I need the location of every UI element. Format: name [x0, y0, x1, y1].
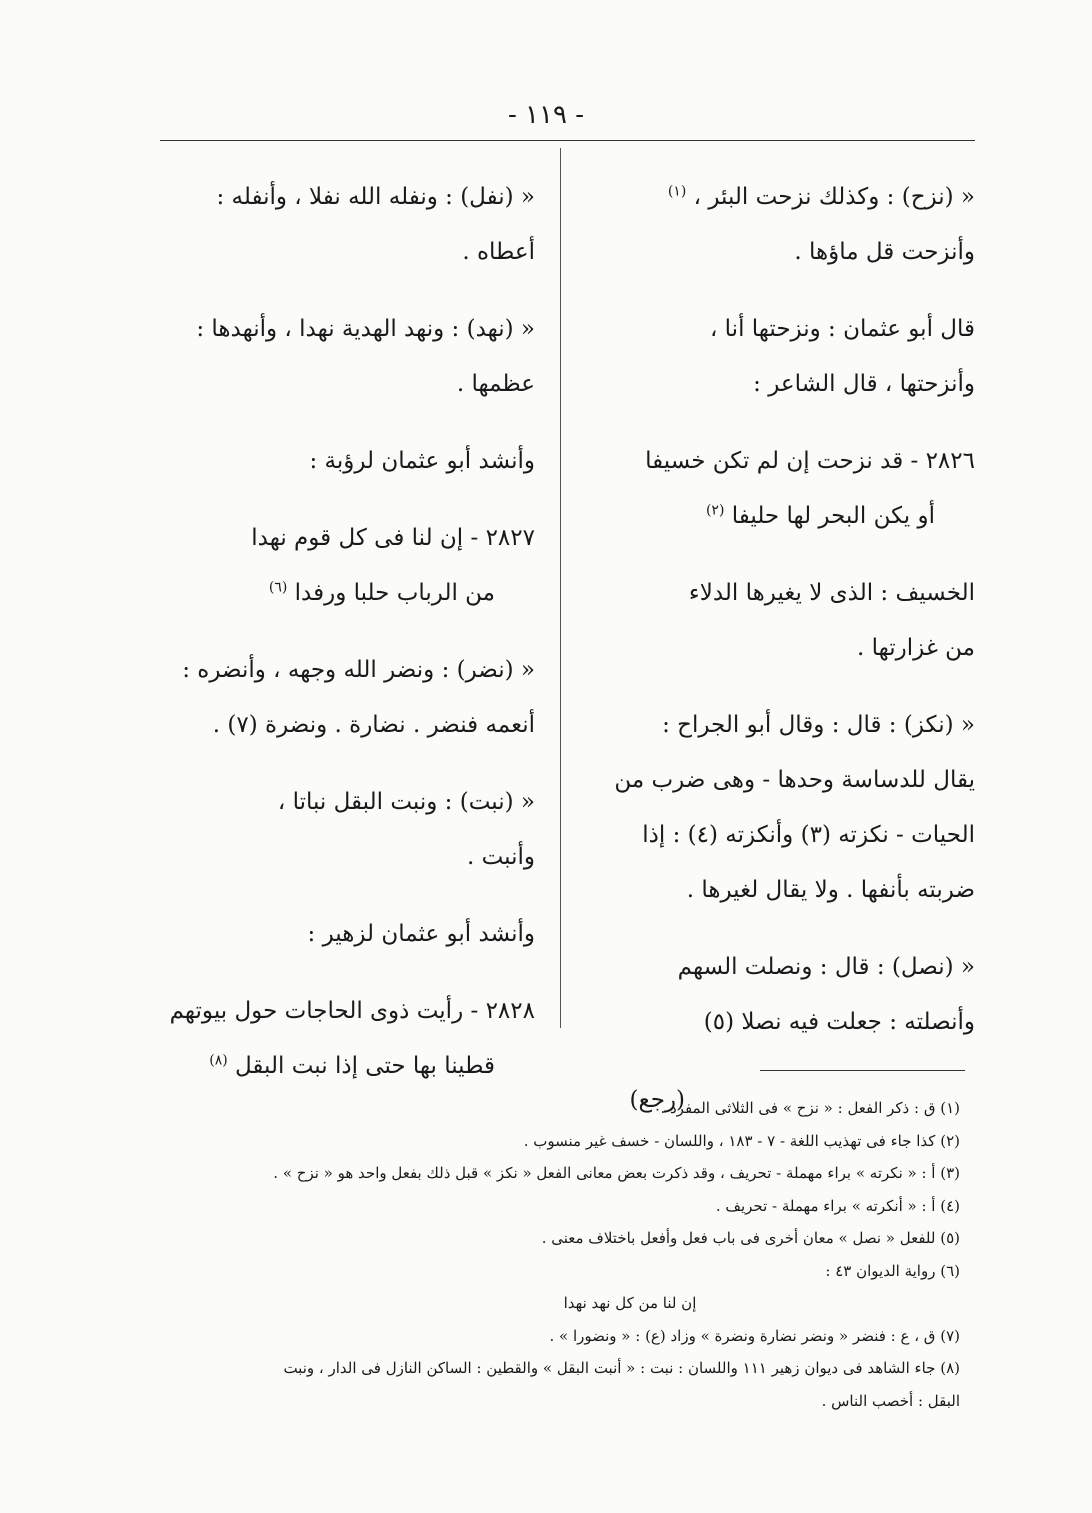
footnote-1: (١) ق : ذكر الفعل : « نزح » فى الثلاثى المفرد .	[660, 1099, 960, 1117]
text-line: « (نضر) : ونضر الله وجهه ، وأنضره :	[182, 657, 535, 683]
verse-first-hemistich: ٢٨٢٨ - رأيت ذوى الحاجات حول بيوتهم	[169, 998, 535, 1024]
footnote-2: (٢) كذا جاء فى تهذيب اللغة - ٧ - ١٨٣ ، واللسان - خسف غير منسوب .	[523, 1131, 960, 1150]
note-marker: (٨)	[209, 1052, 228, 1069]
footnote-6-quote: إن لنا من كل نهد نهدا	[563, 1294, 697, 1312]
entry-abu-uthman-nazah	[590, 302, 975, 412]
text-line: يقال للدساسة وحدها - وهى ضرب من	[614, 767, 975, 793]
text-line: ضربته بأنفها . ولا يقال لغيرها .	[686, 877, 975, 903]
closing-raja: (رجع)	[629, 1087, 685, 1113]
top-rule	[160, 140, 975, 141]
footnote-3: (٣) أ : « نكرته » براء مهملة - تحريف ، وقد ذكرت بعض معانى الفعل « نكز » قبل ذلك بفعل واحد هو « نزح » .	[273, 1164, 960, 1182]
note-marker: (٢)	[705, 502, 725, 519]
text-line: وأنبت .	[466, 844, 535, 870]
text-line: وأنصلته : جعلت فيه نصلا (٥)	[703, 1009, 975, 1035]
text-line: وأنشد أبو عثمان لزهير :	[307, 921, 535, 947]
text-line: « (نفل) : ونفله الله نفلا ، وأنفله :	[216, 184, 535, 210]
text-line: وأنزحتها ، قال الشاعر :	[753, 371, 975, 397]
text-line: وأنزحت قل ماؤها .	[794, 239, 975, 265]
verse-second-hemistich: من الرباب حلبا ورفدا $^{(٦)}$	[268, 579, 495, 606]
entry-khasif	[590, 566, 975, 676]
note-marker: (٦)	[268, 579, 288, 596]
entry-nasal	[590, 940, 975, 1050]
text-line: وأنشد أبو عثمان لرؤبة :	[309, 448, 535, 474]
verse-second-hemistich: أو يكن البحر لها حليفا $^{(٢)}$	[705, 502, 935, 529]
text-line: عظمها .	[456, 371, 535, 397]
verse-first-hemistich: ٢٨٢٧ - إن لنا فى كل قوم نهدا	[251, 525, 535, 551]
text-line: « (نصل) : قال : ونصلت السهم	[677, 954, 975, 980]
left-column	[165, 170, 535, 1116]
text-line: الحيات - نكزته (٣) وأنكزته (٤) : إذا	[642, 822, 975, 848]
entry-nabat	[165, 775, 535, 885]
entry-nakaz	[590, 698, 975, 918]
note-marker: (١)	[667, 183, 687, 200]
text-line: من غزارتها .	[857, 635, 975, 661]
text-line: أنعمه فنضر . نضارة . ونضرة (٧) .	[212, 712, 535, 738]
text-line: « (نبت) : ونبت البقل نباتا ،	[277, 789, 535, 815]
page-number: - ١١٩ -	[507, 100, 585, 130]
footnote-7: (٧) ق ، ع : فنضر « ونضر نضارة ونضرة » وزاد (ع) : « ونضورا » .	[549, 1326, 960, 1345]
footnotes	[140, 1092, 960, 1417]
footnote-4: (٤) أ : « أنكرته » براء مهملة - تحريف .	[715, 1196, 960, 1215]
entry-nafal	[165, 170, 535, 280]
entry-ruuba-intro	[165, 434, 535, 489]
entry-nazah	[590, 170, 975, 280]
right-column	[590, 170, 975, 1151]
footnote-5: (٥) للفعل « نصل » معان أخرى فى باب فعل وأفعل باختلاف معنى .	[541, 1229, 960, 1247]
entry-nahad	[165, 302, 535, 412]
text-line: قال أبو عثمان : ونزحتها أنا ،	[709, 316, 975, 342]
text-line: « (نزح) : وكذلك نزحت البئر ، $^{(١)}$	[667, 183, 975, 210]
verse-second-hemistich: قطينا بها حتى إذا نبت البقل $^{(٨)}$	[209, 1052, 495, 1079]
footnote-rule	[760, 1070, 965, 1071]
verse-2826	[590, 434, 975, 544]
footnote-6: (٦) رواية الديوان ٤٣ :	[825, 1261, 960, 1280]
footnote-8-cont: البقل : أخصب الناس .	[821, 1391, 960, 1410]
text-line: أعطاه .	[462, 239, 535, 265]
verse-first-hemistich: ٢٨٢٦ - قد نزحت إن لم تكن خسيفا	[645, 448, 975, 474]
entry-nadar	[165, 643, 535, 753]
column-divider	[560, 148, 561, 1028]
entry-zuhair-intro	[165, 907, 535, 962]
text-line: الخسيف : الذى لا يغيرها الدلاء	[688, 580, 975, 606]
verse-2828	[165, 984, 535, 1094]
text-line: « (نكز) : قال : وقال أبو الجراح :	[662, 712, 975, 738]
text-line: « (نهد) : ونهد الهدية نهدا ، وأنهدها :	[196, 316, 535, 342]
footnote-8: (٨) جاء الشاهد فى ديوان زهير ١١١ واللسان : نبت : « أنبت البقل » والقطين : الساكن النازل فى الدار ، ونبت	[283, 1359, 960, 1377]
verse-2827	[165, 511, 535, 621]
